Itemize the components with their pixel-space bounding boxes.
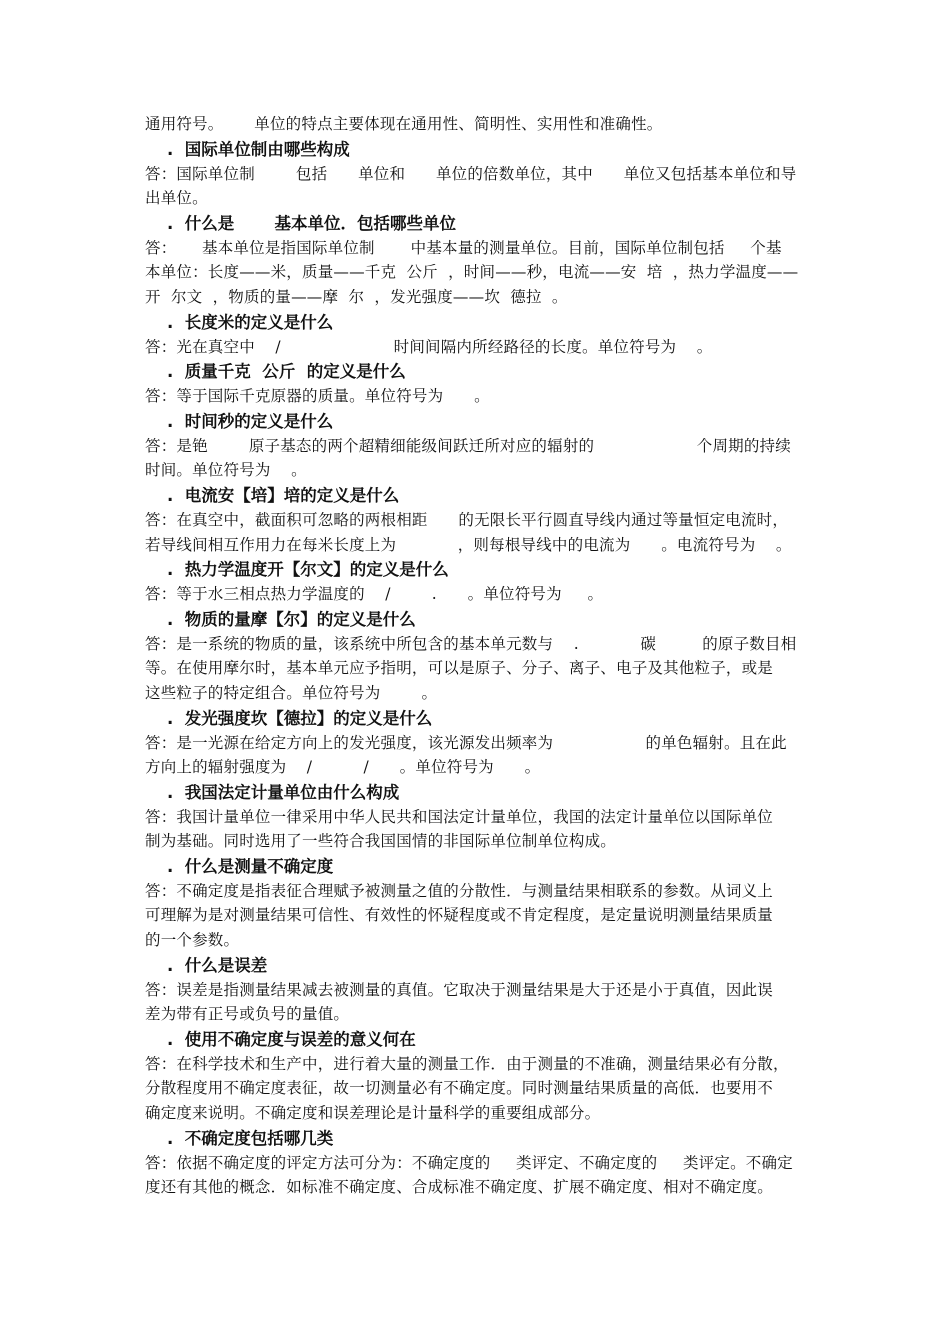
answer-line: 度还有其他的概念．如标准不确定度、合成标准不确定度、扩展不确定度、相对不确定度。 [145, 1178, 774, 1197]
answer-line: 若导线间相互作用力在每米长度上为 ，则每根导线中的电流为 。电流符号为 。 [145, 535, 792, 554]
answer-line: 答：在真空中，截面积可忽略的两根相距 的无限长平行圆直导线内通过等量恒定电流时， [145, 510, 789, 529]
answer-line: 时间。单位符号为 。 [145, 461, 307, 480]
answer-line: 答： 基本单位是指国际单位制 中基本量的测量单位。目前，国际单位制包括 个基 [145, 238, 782, 257]
answer-line: 答：等于国际千克原器的质量。单位符号为 。 [145, 387, 490, 406]
question-heading: . 不确定度包括哪几类 [167, 1128, 334, 1148]
question-heading: . 什么是误差 [167, 955, 268, 975]
question-heading: . 发光强度坎【德拉】的定义是什么 [167, 708, 433, 728]
question-heading: . 时间秒的定义是什么 [167, 411, 334, 431]
answer-line: 确定度来说明。不确定度和误差理论是计量科学的重要组成部分。 [145, 1104, 601, 1123]
question-heading: . 什么是测量不确定度 [167, 856, 334, 876]
answer-line: 答：是铯 原子基态的两个超精细能级间跃迁所对应的辐射的 个周期的持续 [145, 436, 791, 455]
document-body [145, 112, 810, 1200]
answer-line: 答：是一光源在给定方向上的发光强度，该光源发出频率为 的单色辐射。且在此 [145, 733, 787, 752]
answer-line: 分散程度用不确定度表征，故一切测量必有不确定度。同时测量结果质量的高低．也要用不 [145, 1079, 774, 1098]
answer-line: 答：误差是指测量结果减去被测量的真值。它取决于测量结果是大于还是小于真值，因此误 [145, 980, 774, 999]
question-heading: . 热力学温度开【尔文】的定义是什么 [167, 560, 449, 580]
answer-line: 这些粒子的特定组合。单位符号为 。 [145, 683, 438, 702]
answer-line: 本单位：长度——米，质量——千克 公斤 ，时间——秒，电流——安 培 ，热力学温度—— [145, 263, 799, 282]
question-heading: . 长度米的定义是什么 [167, 312, 334, 332]
answer-line: 开 尔文 ，物质的量——摩 尔 ，发光强度——坎 德拉 。 [145, 287, 568, 306]
answer-line: 等。在使用摩尔时，基本单元应予指明，可以是原子、分子、离子、电子及其他粒子，或是 [145, 659, 774, 678]
answer-line: 差为带有正号或负号的量值。 [145, 1005, 350, 1024]
answer-line: 答：光在真空中 / 时间间隔内所经路径的长度。单位符号为 。 [145, 337, 713, 356]
answer-line: 出单位。 [145, 189, 208, 208]
question-heading: . 电流安【培】培的定义是什么 [167, 485, 400, 505]
question-heading: . 我国法定计量单位由什么构成 [167, 782, 400, 802]
answer-line: 答：在科学技术和生产中，进行着大量的测量工作．由于测量的不准确，测量结果必有分散， [145, 1054, 789, 1073]
question-heading: . 物质的量摩【尔】的定义是什么 [167, 609, 416, 629]
answer-line: 答：等于水三相点热力学温度的 / . 。单位符号为 。 [145, 585, 604, 604]
answer-line: 通用符号。 单位的特点主要体现在通用性、简明性、实用性和准确性。 [145, 115, 663, 133]
answer-line: 答：是一系统的物质的量，该系统中所包含的基本单元数与 . 碳 的原子数目相 [145, 634, 797, 653]
answer-line: 制为基础。同时选用了一些符合我国国情的非国际单位制单位构成。 [145, 832, 617, 851]
question-heading: . 使用不确定度与误差的意义何在 [167, 1029, 416, 1049]
question-heading: . 质量千克 公斤 的定义是什么 [167, 362, 406, 382]
answer-line: 答：依据不确定度的评定方法可分为：不确定度的 类评定、不确定度的 类评定。不确定 [145, 1153, 793, 1172]
answer-line: 答：不确定度是指表征合理赋予被测量之值的分散性．与测量结果相联系的参数。从词义上 [145, 881, 774, 900]
answer-line: 方向上的辐射强度为 / / 。单位符号为 。 [145, 758, 541, 777]
answer-line: 的一个参数。 [145, 931, 240, 950]
question-heading: . 国际单位制由哪些构成 [167, 139, 350, 159]
answer-line: 答：我国计量单位一律采用中华人民共和国法定计量单位，我国的法定计量单位以国际单位 [145, 807, 774, 826]
answer-line: 可理解为是对测量结果可信性、有效性的怀疑程度或不肯定程度，是定量说明测量结果质量 [145, 906, 774, 925]
answer-line: 答：国际单位制 包括 单位和 单位的倍数单位，其中 单位又包括基本单位和导 [145, 164, 797, 183]
question-heading: . 什么是 基本单位．包括哪些单位 [167, 213, 456, 233]
